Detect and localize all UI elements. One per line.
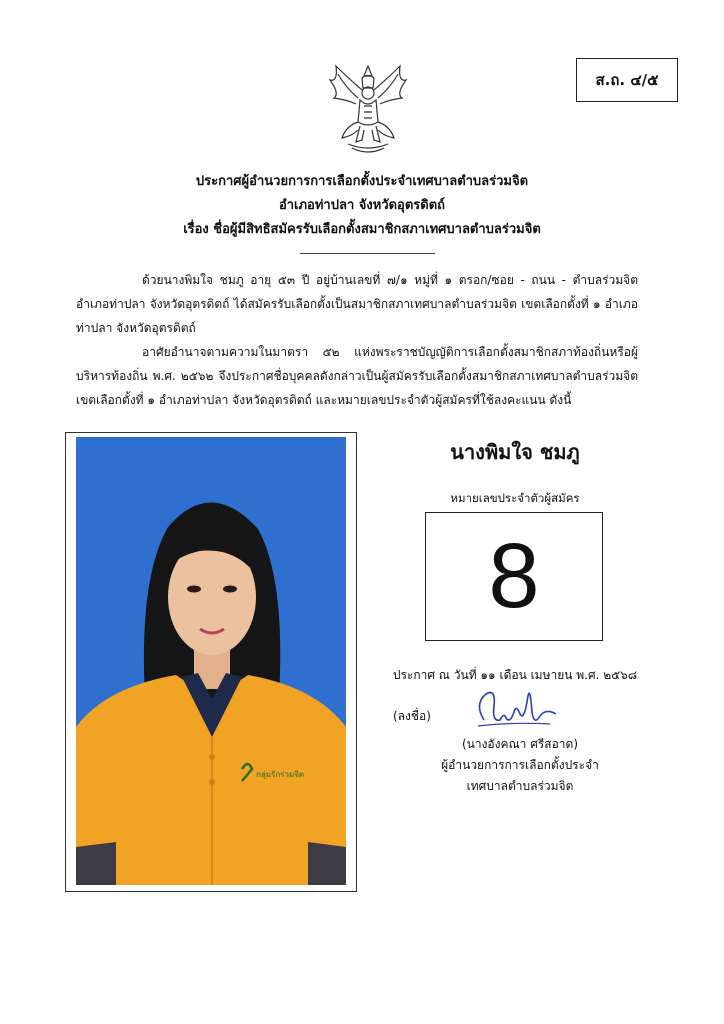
form-code: ส.ถ. ๔/๕ bbox=[595, 71, 659, 89]
header-subject-line: เรื่อง ชื่อผู้มีสิทธิสมัครรับเลือกตั้งสมาชิกสภาเทศบาลตำบลร่วมจิต bbox=[183, 222, 541, 237]
signer-name: (นางอังคณา ศรีสอาด) bbox=[461, 737, 579, 751]
signer-title-line2: เทศบาลตำบลร่วมจิต bbox=[466, 779, 574, 793]
candidate-photo bbox=[76, 437, 346, 885]
candidate-number-label: หมายเลขประจำตัวผู้สมัคร bbox=[450, 491, 580, 505]
signature-label: (ลงชื่อ) bbox=[393, 709, 431, 723]
paragraph-1-text: ด้วยนางพิมใจ ชมภู อายุ ๕๓ ปี อยู่บ้านเลขที่ ๗/๑ หมู่ที่ ๑ ตรอก/ซอย - ถนน - ตำบลร่วมจิต อำเภอท่าปลา จังหวัดอุตรดิตถ์ ได้สมัครรับเลือกตั้งเป็นสมาชิกสภาเทศบาลตำบลร่วมจิต เขตเลือกตั้งที่ ๑ อำเภอท่าปลา จังหวัดอุตรดิตถ์ bbox=[76, 273, 638, 335]
header-divider bbox=[300, 253, 435, 254]
announcement-header bbox=[0, 170, 724, 242]
candidate-number: 8 bbox=[488, 525, 540, 627]
form-code-box bbox=[576, 58, 678, 102]
signer-title-line1: ผู้อำนวยการการเลือกตั้งประจำ bbox=[441, 758, 599, 772]
garuda-emblem-icon bbox=[318, 60, 418, 160]
candidate-name: นางพิมใจ ชมภู bbox=[450, 440, 580, 464]
signer-block bbox=[420, 734, 620, 797]
candidate-number-box bbox=[425, 512, 603, 641]
shirt-logo-text: กลุ่มรักร่วมจิต bbox=[256, 770, 305, 779]
header-title-line1: ประกาศผู้อำนวยการการเลือกตั้งประจำเทศบาลตำบลร่วมจิต bbox=[195, 174, 529, 189]
paragraph-2-text: อาศัยอำนาจตามความในมาตรา ๕๒ แห่งพระราชบัญญัติการเลือกตั้งสมาชิกสภาท้องถิ่นหรือผู้บริหารท้องถิ่น พ.ศ. ๒๕๖๒ จึงประกาศชื่อบุคคลดังกล่าวเป็นผู้สมัครรับเลือกตั้งสมาชิกสภาเทศบาลตำบลร่วมจิต เขตเลือกตั้งที่ ๑ อำเภอท่าปลา จังหวัดอุตรดิตถ์ และหมายเลขประจำตัวผู้สมัครที่ใช้ลงคะแนน ดังนี้ bbox=[76, 345, 638, 407]
announcement-date: ประกาศ ณ วันที่ ๑๑ เดือน เมษายน พ.ศ. ๒๕๖๘ bbox=[392, 668, 638, 682]
body-paragraph-1 bbox=[76, 268, 638, 340]
candidate-photo-frame bbox=[65, 432, 357, 892]
candidate-portrait-illustration bbox=[76, 437, 346, 885]
header-title-line2: อำเภอท่าปลา จังหวัดอุตรดิตถ์ bbox=[278, 198, 446, 213]
handwritten-signature-icon bbox=[470, 682, 560, 734]
body-paragraph-2 bbox=[76, 340, 638, 412]
